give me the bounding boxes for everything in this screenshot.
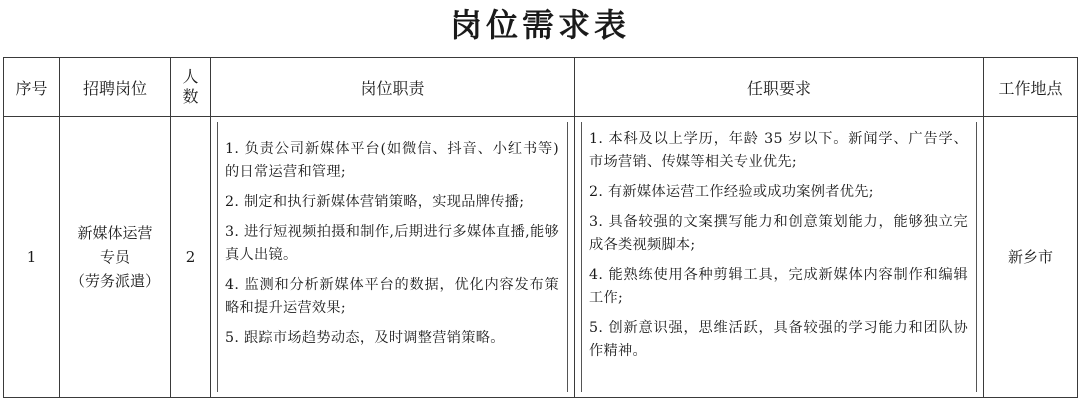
cell-requirements — [575, 117, 984, 398]
table-row — [4, 117, 1078, 398]
position-line3: （劳务派遣） — [69, 272, 160, 290]
header-requirements: 任职要求 — [575, 58, 984, 117]
cell-location: 新乡市 — [984, 117, 1078, 398]
position-line1: 新媒体运营 — [77, 224, 153, 242]
cell-position — [60, 117, 171, 398]
cell-headcount: 2 — [171, 117, 211, 398]
requirement-item: 3. 具备较强的文案撰写能力和创意策划能力，能够独立完成各类视频脚本; — [589, 214, 968, 253]
header-headcount-line2: 数 — [182, 87, 199, 106]
requirement-item: 4. 能熟练使用各种剪辑工具，完成新媒体内容制作和编辑工作; — [589, 267, 968, 306]
header-duties: 岗位职责 — [211, 58, 575, 117]
header-position: 招聘岗位 — [60, 58, 171, 117]
header-location: 工作地点 — [984, 58, 1078, 117]
duty-item: 5. 跟踪市场趋势动态，及时调整营销策略。 — [225, 330, 505, 346]
position-line2: 专员 — [99, 248, 130, 266]
header-headcount-line1: 人 — [182, 67, 199, 86]
requirement-item: 2. 有新媒体运营工作经验或成功案例者优先; — [589, 184, 874, 200]
duty-item: 3. 进行短视频拍摄和制作,后期进行多媒体直播,能够真人出镜。 — [225, 224, 559, 263]
header-headcount — [171, 58, 211, 117]
duties-list — [217, 122, 568, 392]
requirements-list — [581, 122, 977, 392]
duty-item: 2. 制定和执行新媒体营销策略，实现品牌传播; — [225, 194, 525, 210]
duty-item: 4. 监测和分析新媒体平台的数据，优化内容发布策略和提升运营效果; — [225, 277, 559, 316]
page-title: 岗位需求表 — [449, 6, 630, 44]
duty-item: 1. 负责公司新媒体平台(如微信、抖音、小红书等)的日常运营和管理; — [225, 141, 559, 180]
cell-no: 1 — [4, 117, 60, 398]
job-requirements-table — [3, 57, 1078, 398]
header-no: 序号 — [4, 58, 60, 117]
requirement-item: 1. 本科及以上学历，年龄 35 岁以下。新闻学、广告学、市场营销、传媒等相关专业优先; — [589, 131, 968, 170]
table-header-row — [4, 58, 1078, 117]
requirement-item: 5. 创新意识强，思维活跃，具备较强的学习能力和团队协作精神。 — [589, 320, 968, 359]
cell-duties — [211, 117, 575, 398]
